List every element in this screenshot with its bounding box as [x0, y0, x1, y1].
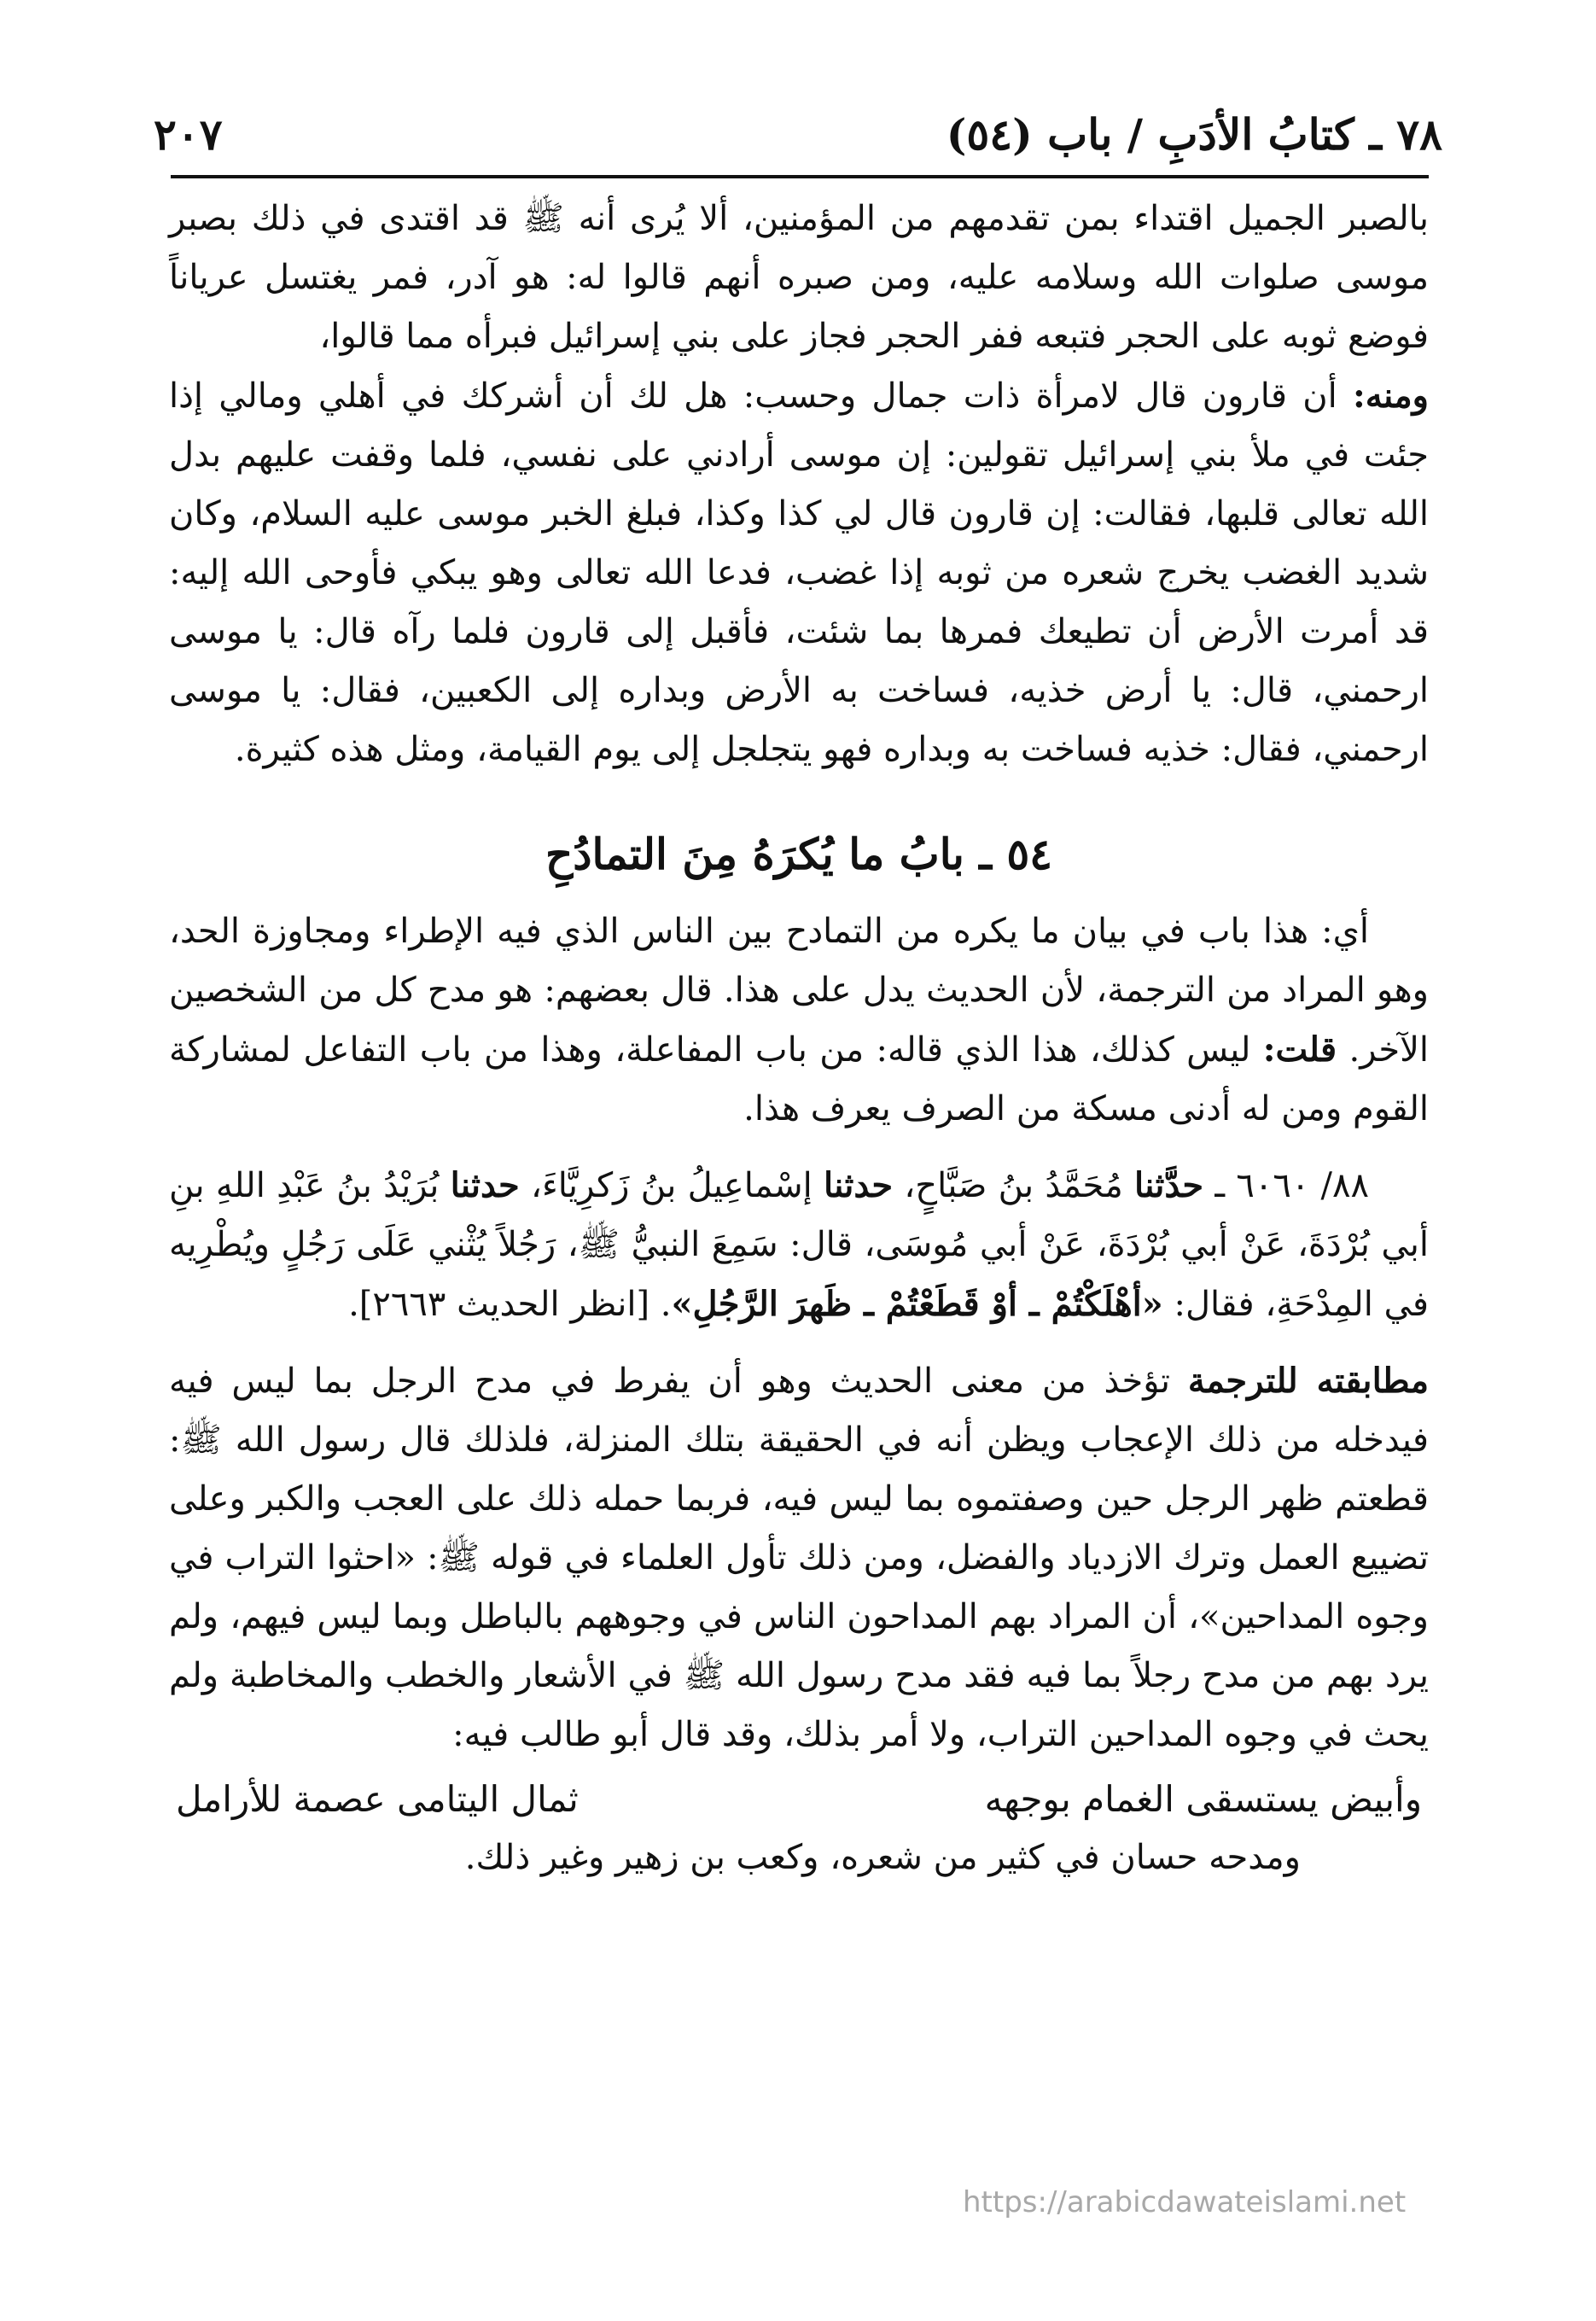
paragraph-commentary-2 [169, 366, 1429, 779]
page-header [154, 102, 1442, 171]
watermark-url: https://arabicdawateislami.net [963, 2185, 1407, 2219]
explanation-text: أي: هذا باب في بيان ما يكره من التمادح بين الناس الذي فيه الإطراء ومجاوزة الحد، وهو المراد من الترجمة، لأن الحديث يدل على هذا. قال بعضهم: هو مدح كل من الشخصين الآخر. [169, 912, 1429, 1070]
haddathana-label: حدثنا [450, 1165, 520, 1205]
paragraph-hadith [169, 1156, 1429, 1334]
poem-verse [169, 1770, 1429, 1828]
page-number: ٢٠٧ [154, 109, 223, 160]
correspondence-text: تؤخذ من معنى الحديث وهو أن يفرط في مدح الرجل بما ليس فيه فيدخله من ذلك الإعجاب ويظن أنه في الحقيقة بتلك المنزلة، فلذلك قال رسول الله ﷺ: قطعتم ظهر الرجل حين وصفتموه بما ليس فيه، فربما حمله ذلك على العجب والكبر وعلى تضييع العمل وترك الازدياد والفضل، ومن ذلك تأول العلماء في قوله ﷺ: «احثوا التراب في وجوه المداحين»، أن المراد بهم المداحون الناس في وجوههم بالباطل وبما ليس فيهم، ولم يرد بهم من مدح رجلاً بما فيه فقد مدح رسول الله ﷺ في الأشعار والخطب والمخاطبة ولم يحث في وجوه المداحين التراب، ولا أمر بذلك، وقد قال أبو طالب فيه: [169, 1362, 1430, 1754]
bold-label-qultu: قلت: [1262, 1029, 1337, 1070]
poem-hemistich-first: وأبيض يستسقى الغمام بوجهه [984, 1778, 1422, 1820]
hadith-reference: . [انظر الحديث ٢٦٦٣]. [348, 1285, 672, 1324]
hadith-chain: إسْماعِيلُ بنُ زَكرِيَّاءَ، [519, 1166, 824, 1205]
paragraph-closing [169, 1828, 1429, 1887]
hadith-quote: «أهْلَكْتُمْ ـ أوْ قَطَعْتُمْ ـ ظَهرَ الرَّجُلِ» [671, 1284, 1163, 1324]
paragraph-correspondence [169, 1351, 1429, 1764]
paragraph-commentary-1 [169, 190, 1429, 366]
main-text [169, 190, 1429, 1887]
hadith-number: ٨٨/ ٦٠٦٠ ـ [1203, 1166, 1369, 1205]
running-head: ٧٨ ـ كتابُ الأدَبِ / باب (٥٤) [946, 109, 1442, 160]
poem-hemistich-second: ثمال اليتامى عصمة للأرامل [176, 1778, 579, 1820]
haddathana-label: حدَّثنا [1134, 1165, 1204, 1205]
bold-label-minhu: ومنه: [1352, 376, 1429, 416]
section-title: ٥٤ ـ بابُ ما يُكرَهُ مِنَ التمادُحِ [545, 829, 1053, 879]
paragraph-chapter-explanation [169, 902, 1429, 1139]
commentary-text: بالصبر الجميل اقتداء بمن تقدمهم من المؤمنين، ألا يُرى أنه ﷺ قد اقتدى في ذلك بصبر موسى صلوات الله وسلامه عليه، ومن صبره أنهم قالوا له: هو آدر، فمر يغتسل عرياناً فوضع ثوبه على الحجر فتبعه ففر الحجر فجاز على بني إسرائيل فبرأه مما قالوا، [169, 199, 1429, 356]
hadith-chain: مُحَمَّدُ بنُ صَبَّاحٍ، [893, 1166, 1135, 1205]
haddathana-label: حدثنا [824, 1165, 894, 1205]
hadith-chain: بُرَيْدُ بنُ عَبْدِ اللهِ بنِ أبي بُرْدَةَ، عَنْ أبي بُرْدَةَ، عَنْ أبي مُوسَى، قال: سَمِعَ النبيُّ ﷺ، رَجُلاً يُثْني عَلَى رَجُلٍ ويُطْرِيه في المِدْحَةِ، فقال: [169, 1166, 1429, 1324]
commentary-text: أن قارون قال لامرأة ذات جمال وحسب: هل لك أن أشركك في أهلي ومالي إذا جئت في ملأ بني إسرائيل تقولين: إن موسى أرادني على نفسي، فلما وقفت عليهم بدل الله تعالى قلبها، فقالت: إن قارون قال لي كذا وكذا، فبلغ الخبر موسى عليه السلام، وكان شديد الغضب يخرج شعره من ثوبه إذا غضب، فدعا الله تعالى وهو يبكي فأوحى الله إليه: قد أمرت الأرض أن تطيعك فمرها بما شئت، فأقبل إلى قارون فلما رآه قال: يا موسى ارحمني، قال: يا أرض خذيه، فساخت به الأرض وبداره إلى الكعبين، فقال: يا موسى ارحمني، فقال: خذيه فساخت به وبداره فهو يتجلجل إلى يوم القيامة، ومثل هذه كثيرة. [169, 376, 1430, 769]
bold-label-mutabaqa: مطابقته للترجمة [1187, 1361, 1429, 1401]
explanation-text: ليس كذلك، هذا الذي قاله: من باب المفاعلة، وهذا من باب التفاعل لمشاركة القوم ومن له أدنى مسكة من الصرف يعرف هذا. [169, 1030, 1429, 1128]
closing-text: ومدحه حسان في كثير من شعره، وكعب بن زهير وغير ذلك. [464, 1838, 1301, 1877]
header-rule [171, 175, 1429, 178]
